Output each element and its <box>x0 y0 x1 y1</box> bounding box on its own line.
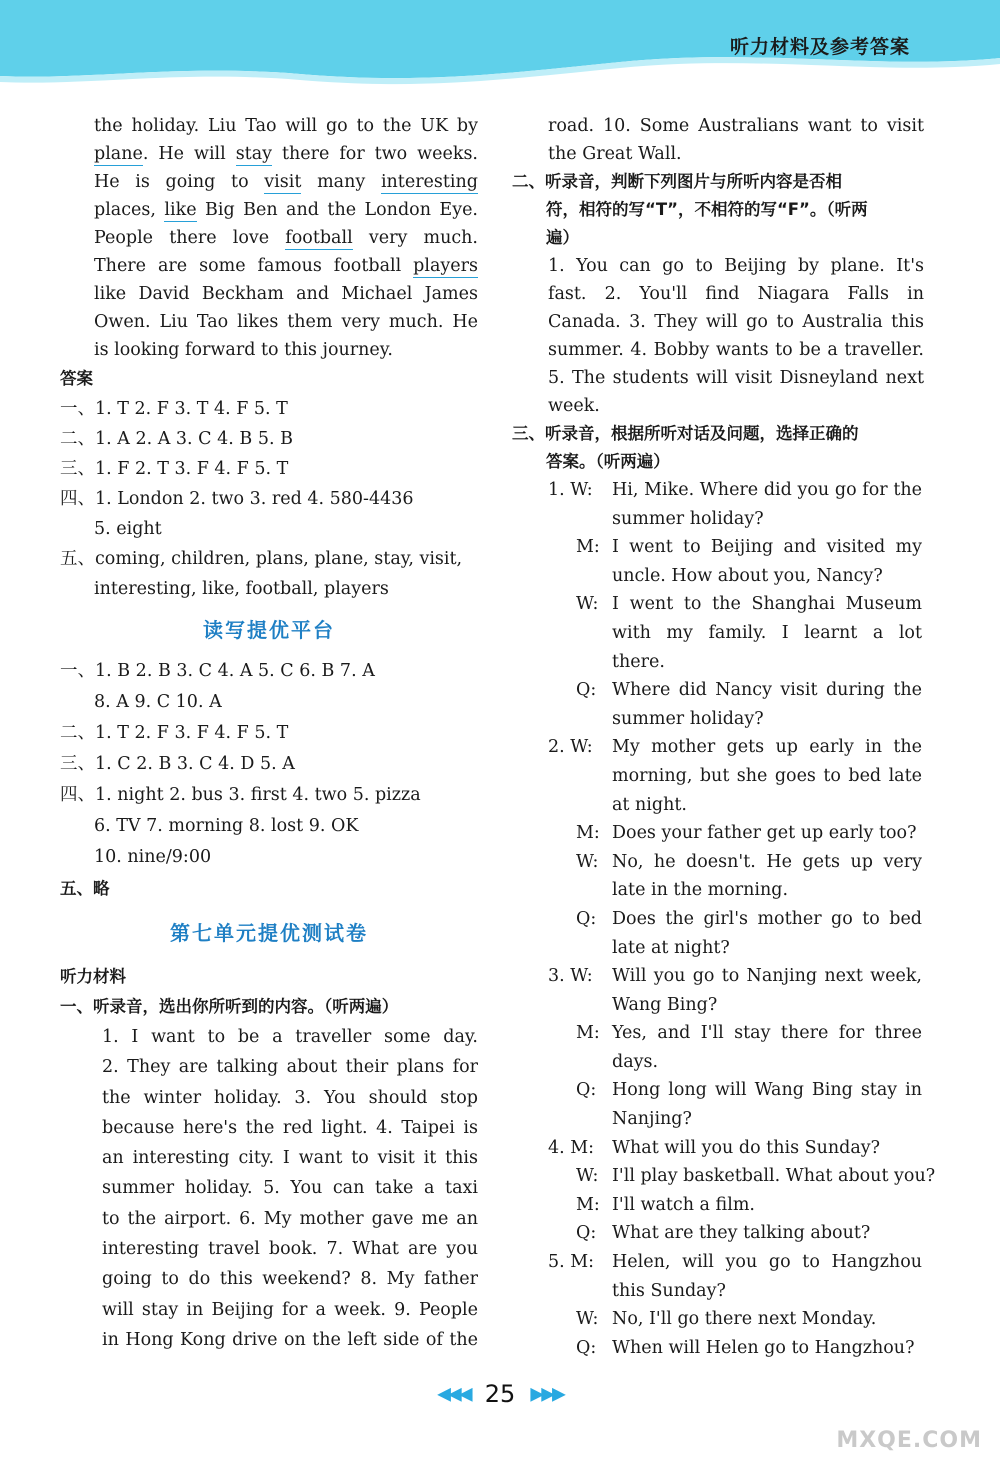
speaker-label: Q: <box>576 1223 597 1244</box>
dialogue-line <box>512 676 924 705</box>
dialogue-text: there. <box>612 651 665 672</box>
dialogue-text: No, I'll go there next Monday. <box>612 1309 877 1330</box>
dialogue-line <box>512 962 924 991</box>
transcript-line: the winter holiday. 3. You should stop <box>102 1087 478 1108</box>
transcript-line: 1. You can go to Beijing by plane. It's <box>548 256 924 276</box>
dialogue-text: I'll watch a film. <box>612 1194 755 1215</box>
dialogue-line <box>512 533 924 562</box>
passage-line: People there love football very much. <box>94 228 478 248</box>
speaker-label: W: <box>576 851 599 872</box>
answer-row: interesting, like, football, players <box>94 579 389 599</box>
page-header <box>0 0 1000 92</box>
dialogue-line <box>512 905 924 934</box>
answer-row: 一、1. B 2. B 3. C 4. A 5. C 6. B 7. A <box>60 661 375 681</box>
answers-label: 答案 <box>60 369 93 388</box>
answer-row: 四、1. night 2. bus 3. first 4. two 5. pizza <box>60 785 421 805</box>
dialogue-line <box>512 934 924 963</box>
dialogue-line <box>512 1019 924 1048</box>
transcript-line: road. 10. Some Australians want to visit <box>548 116 924 136</box>
dialogue-line <box>512 1219 924 1248</box>
section-title: 读写提优平台 <box>203 618 335 642</box>
dialogue-text: I'll play basketball. What about you? <box>612 1166 936 1187</box>
transcript-line: interesting travel book. 7. What are you <box>102 1239 478 1260</box>
transcript-line: will stay in Beijing for a week. 9. People <box>102 1299 478 1320</box>
answer-row: 三、1. C 2. B 3. C 4. D 5. A <box>60 754 295 774</box>
speaker-label: M: <box>576 823 600 844</box>
question-heading: 答案。（听两遍） <box>546 452 670 471</box>
speaker-label: Q: <box>576 1337 597 1358</box>
answer-word: visit <box>264 172 302 192</box>
section-title: 第七单元提优测试卷 <box>170 921 368 945</box>
answer-row: 8. A 9. C 10. A <box>94 692 222 712</box>
dialogue-text: My mother gets up early in the <box>612 737 922 758</box>
dialogue-text: this Sunday? <box>612 1280 726 1301</box>
header-title: 听力材料及参考答案 <box>729 36 910 58</box>
transcript-line: 1. I want to be a traveller some day. <box>102 1027 478 1047</box>
dialogue-line <box>512 819 924 848</box>
speaker-label: 3. W: <box>548 966 593 987</box>
dialogue-text: Will you go to Nanjing next week, <box>612 966 922 987</box>
answer-word: stay <box>235 144 273 164</box>
speaker-label: W: <box>576 1166 599 1187</box>
passage-line: Owen. Liu Tao likes them very much. He <box>94 312 478 332</box>
speaker-label: 2. W: <box>548 737 593 758</box>
dialogue-line <box>512 1048 924 1077</box>
dialogue-line <box>512 476 924 505</box>
answer-word: plane <box>94 144 143 164</box>
answer-row: 五、coming, children, plans, plane, stay, visit, <box>60 549 463 569</box>
listening-label: 听力材料 <box>60 967 126 986</box>
question-heading: 三、听录音，根据所听对话及问题，选择正确的 <box>512 424 859 443</box>
answer-row: 一、1. T 2. F 3. T 4. F 5. T <box>60 399 288 419</box>
dialogue-line <box>512 505 924 534</box>
dialogue-text: What will you do this Sunday? <box>612 1137 881 1158</box>
dialogue-text: summer holiday? <box>612 508 764 529</box>
dialogue-line <box>512 848 924 877</box>
dialogue-line <box>512 733 924 762</box>
transcript-line: because here's the red light. 4. Taipei is <box>102 1117 478 1138</box>
passage-line: is looking forward to this journey. <box>94 340 393 360</box>
left-column <box>60 112 478 1355</box>
dialogue-text: Hi, Mike. Where did you go for the <box>612 480 922 500</box>
dialogue-text: Does the girl's mother go to bed <box>612 908 922 929</box>
dialogue-line <box>512 562 924 591</box>
dialogue-text: I went to the Shanghai Museum <box>612 594 922 615</box>
answer-word: players <box>413 256 478 276</box>
dialogue-text: at night. <box>612 794 687 815</box>
dialogue-line <box>512 590 924 619</box>
dialogue-line <box>512 876 924 905</box>
transcript-line: fast. 2. You'll find Niagara Falls in <box>548 284 924 304</box>
q2-transcript <box>512 252 924 420</box>
right-column <box>512 112 936 1362</box>
dialogue-text: days. <box>612 1051 659 1072</box>
dialogue-line <box>512 762 924 791</box>
dialogue-line <box>512 791 924 820</box>
transcript-line: summer. 4. Bobby wants to be a traveller. <box>548 340 924 360</box>
passage-line: plane. He will stay there for two weeks. <box>94 144 478 164</box>
dialogue-text: Where did Nancy visit during the <box>612 680 922 701</box>
question-heading: 二、听录音，判断下列图片与所听内容是否相 <box>512 172 842 191</box>
left-arrows-icon: ◀◀◀ <box>437 1383 470 1405</box>
dialogue-text: uncle. How about you, Nancy? <box>612 565 883 586</box>
dialogue-text: Hong long will Wang Bing stay in <box>612 1080 922 1101</box>
speaker-label: W: <box>576 1309 599 1330</box>
dialogue-line <box>512 1076 924 1105</box>
transcript-line: an interesting city. I want to visit it this <box>102 1148 478 1169</box>
answer-row: 四、1. London 2. two 3. red 4. 580-4436 <box>60 489 414 509</box>
speaker-label: 1. W: <box>548 480 593 500</box>
passage <box>60 112 478 364</box>
question-heading: 一、听录音，选出你所听到的内容。（听两遍） <box>60 997 399 1016</box>
dialogue-text: late at night? <box>612 937 730 958</box>
dialogue-line <box>512 619 924 648</box>
transcript-line: going to do this weekend? 8. My father <box>102 1269 478 1290</box>
answer-row: 三、1. F 2. T 3. F 4. F 5. T <box>60 459 289 479</box>
passage-line: like David Beckham and Michael James <box>94 284 478 304</box>
dialogue-text: with my family. I learnt a lot <box>612 622 922 643</box>
dialogue-line <box>512 1334 924 1363</box>
speaker-label: M: <box>576 1194 600 1215</box>
dialogue-line <box>512 1305 924 1334</box>
speaker-label: 5. M: <box>548 1252 595 1273</box>
answer-row: 5. eight <box>94 519 162 539</box>
dialogue-text: Yes, and I'll stay there for three <box>612 1023 922 1044</box>
dialogue-text: Does your father get up early too? <box>612 823 917 844</box>
speaker-label: W: <box>576 594 599 615</box>
speaker-label: Q: <box>576 680 597 701</box>
passage-line: places, like Big Ben and the London Eye. <box>94 200 478 220</box>
transcript-line: Canada. 3. They will go to Australia this <box>548 312 924 332</box>
dialogue-text: summer holiday? <box>612 708 764 729</box>
dialogue-line <box>512 991 924 1020</box>
q1-transcript <box>60 1022 478 1355</box>
q3-dialogues <box>512 476 936 1362</box>
transcript-line: week. <box>548 396 600 416</box>
answer-word: like <box>164 200 197 220</box>
dialogue-line <box>512 1191 924 1220</box>
dialogue-text: Wang Bing? <box>612 994 718 1015</box>
page-footer <box>0 1380 1000 1420</box>
dialogue-text: late in the morning. <box>612 880 789 901</box>
dialogue-line <box>512 1134 924 1163</box>
dialogue-line <box>512 1248 924 1277</box>
dialogue-line <box>512 1105 924 1134</box>
question-heading: 符，相符的写“T”，不相符的写“F”。（听两 <box>546 200 868 219</box>
transcript-line: 2. They are talking about their plans for <box>102 1057 478 1078</box>
passage-line: He is going to visit many interesting <box>94 172 478 192</box>
page-number: 25 <box>484 1380 516 1408</box>
right-arrows-icon: ▶▶▶ <box>530 1383 563 1405</box>
transcript-line: to the airport. 6. My mother gave me an <box>102 1208 478 1229</box>
answer-row: 6. TV 7. morning 8. lost 9. OK <box>94 816 359 836</box>
passage-line: There are some famous football players <box>94 256 478 276</box>
transcript-line: in Hong Kong drive on the left side of the <box>102 1329 478 1350</box>
watermark: MXQE.COM <box>836 1428 982 1453</box>
dialogue-text: Nanjing? <box>612 1109 692 1130</box>
dialogue-line <box>512 648 924 677</box>
transcript-line: summer holiday. 5. You can take a taxi <box>102 1178 478 1199</box>
answer-row: 五、略 <box>60 879 110 898</box>
question-heading: 遍） <box>546 228 579 247</box>
speaker-label: Q: <box>576 908 597 929</box>
answer-word: interesting <box>380 172 478 192</box>
dialogue-line <box>512 1277 924 1306</box>
dialogue-text: morning, but she goes to bed late <box>612 765 922 786</box>
speaker-label: M: <box>576 537 600 558</box>
dialogue-text: Helen, will you go to Hangzhou <box>612 1252 922 1273</box>
transcript-line: the Great Wall. <box>548 144 682 164</box>
answer-word: football <box>285 228 353 248</box>
dialogue-text: When will Helen go to Hangzhou? <box>612 1337 915 1358</box>
dialogue-line <box>512 1162 936 1191</box>
answer-row: 10. nine/9:00 <box>94 847 212 867</box>
dialogue-text: No, he doesn't. He gets up very <box>612 851 922 872</box>
transcript-line: 5. The students will visit Disneyland next <box>548 368 924 388</box>
speaker-label: M: <box>576 1023 600 1044</box>
passage-line: the holiday. Liu Tao will go to the UK by <box>94 116 478 136</box>
speaker-label: Q: <box>576 1080 597 1101</box>
dialogue-text: What are they talking about? <box>612 1223 871 1244</box>
dialogue-line <box>512 705 924 734</box>
answer-row: 二、1. A 2. A 3. C 4. B 5. B <box>60 429 293 449</box>
speaker-label: 4. M: <box>548 1137 595 1158</box>
dialogue-text: I went to Beijing and visited my <box>612 537 922 558</box>
answer-row: 二、1. T 2. F 3. F 4. F 5. T <box>60 723 289 743</box>
